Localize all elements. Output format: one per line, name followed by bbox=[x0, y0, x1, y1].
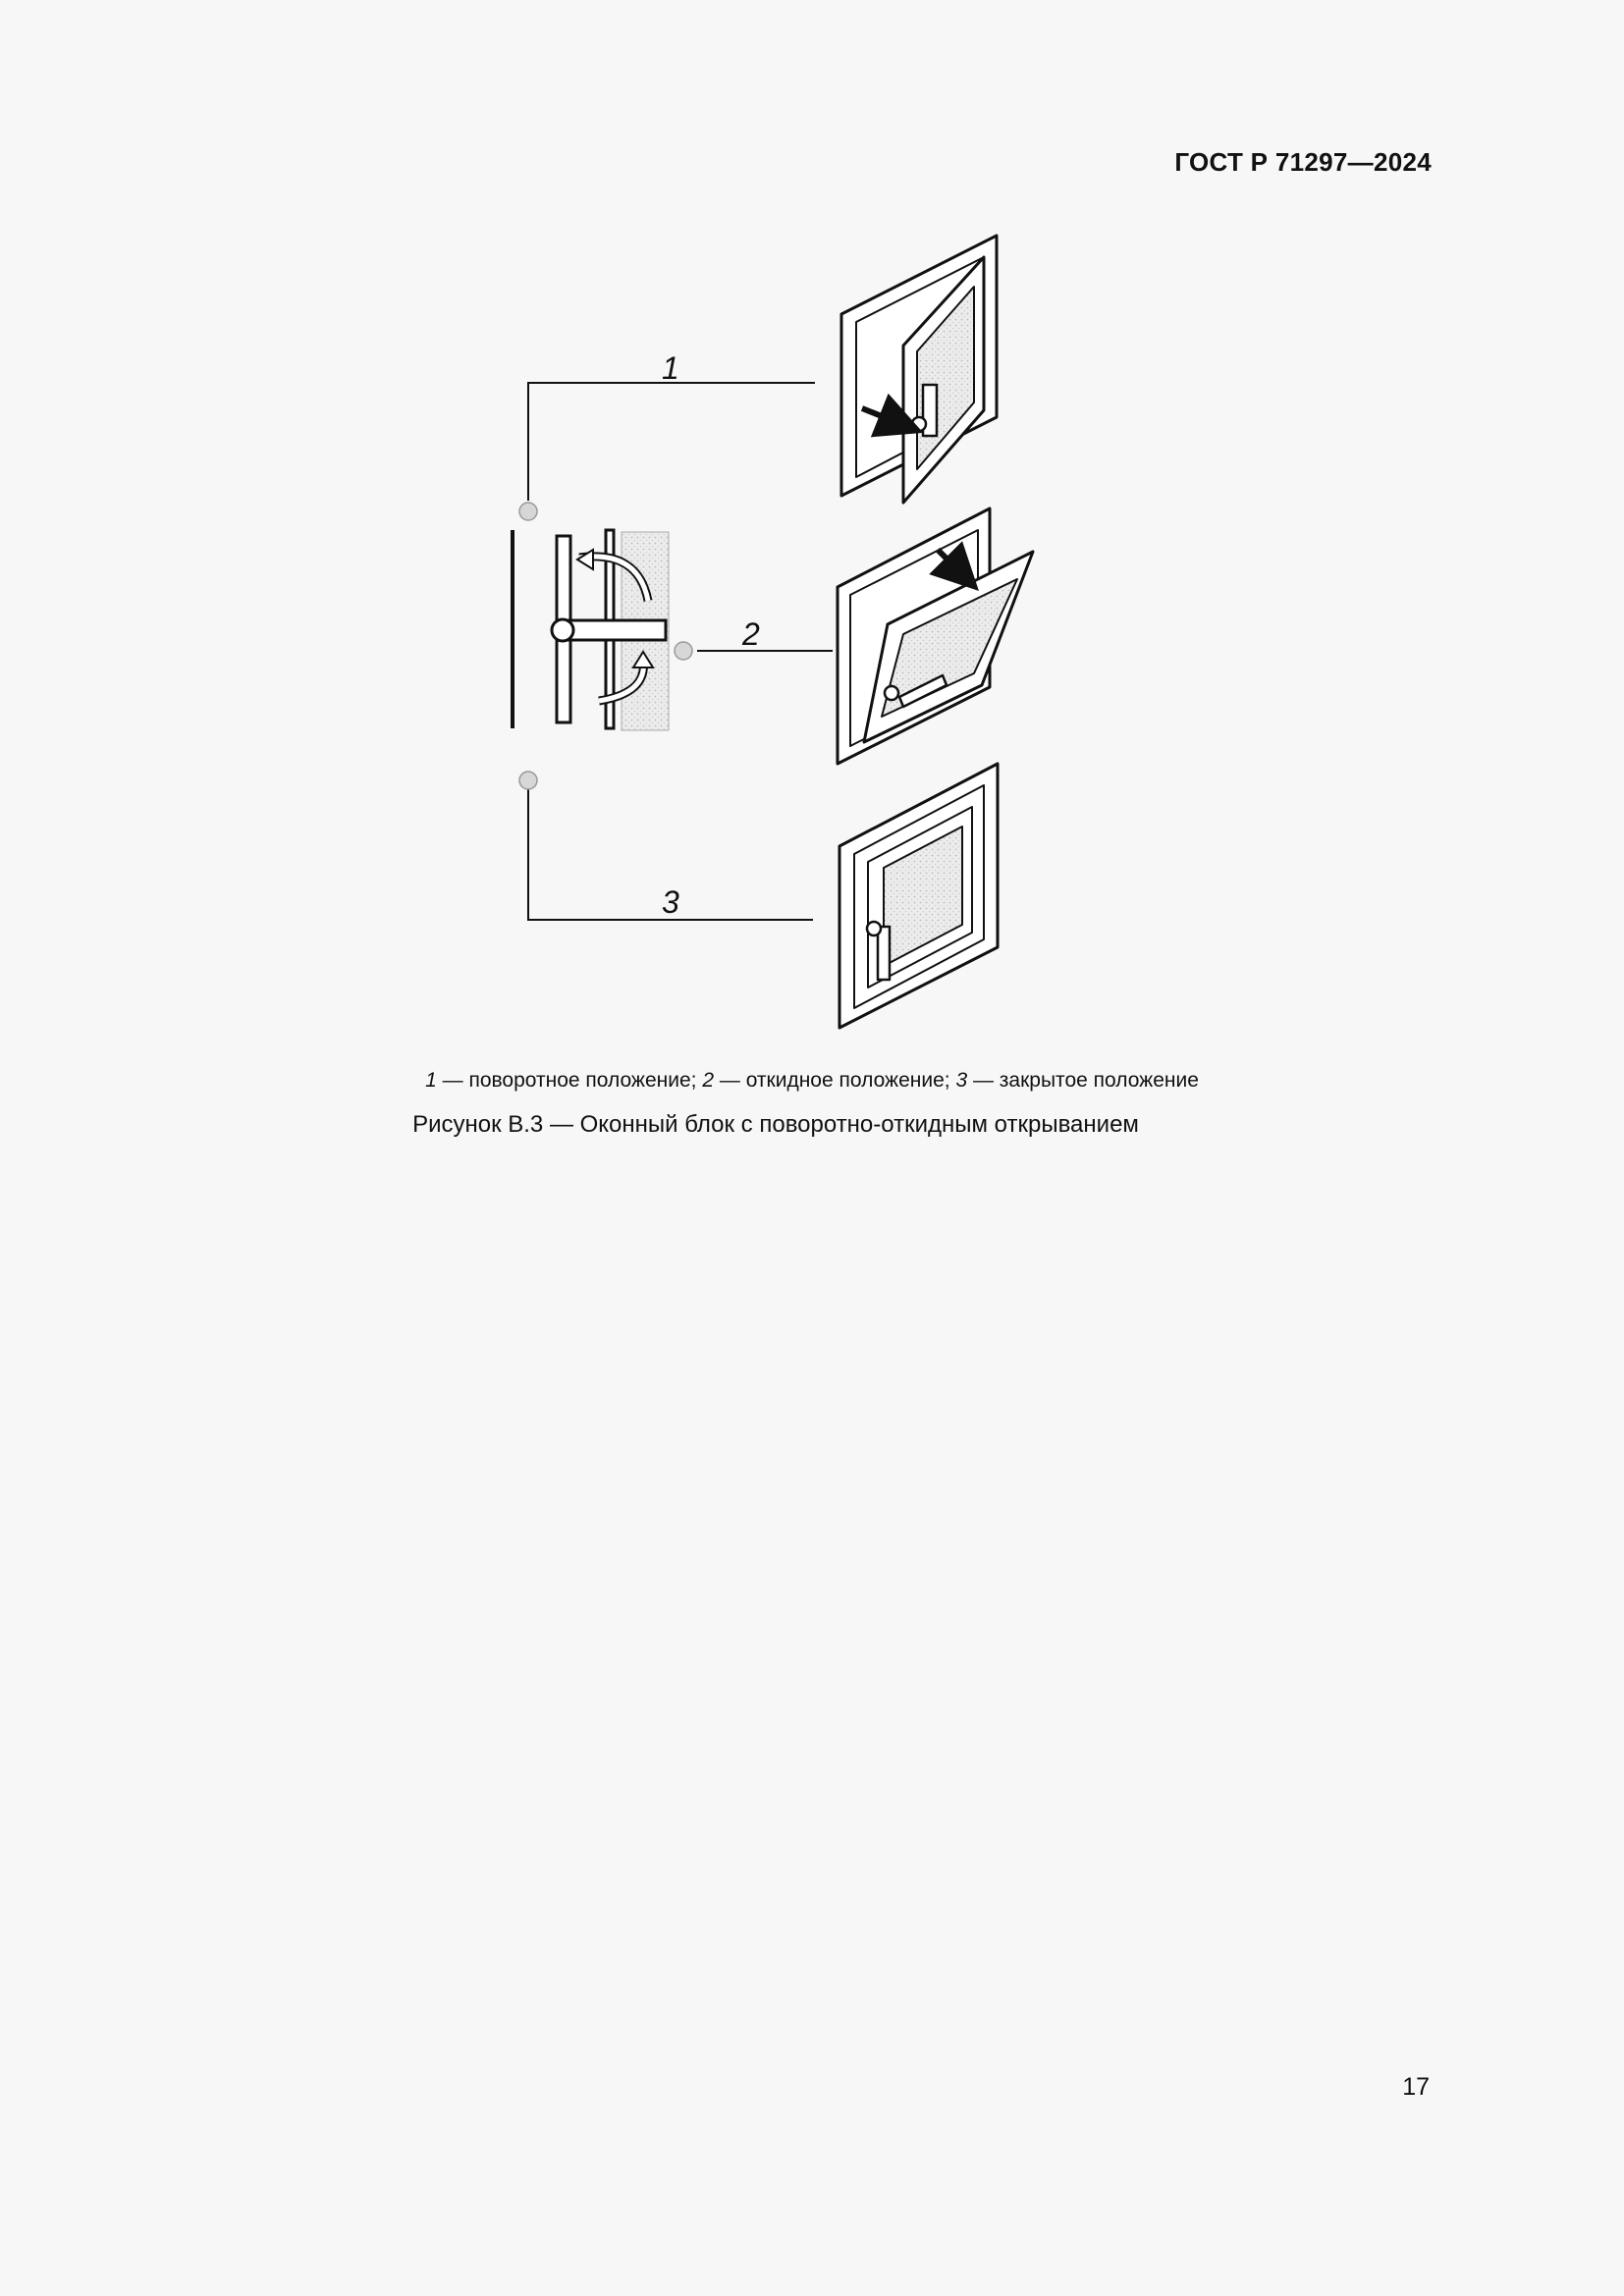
legend-text-1: — поворотное положение; bbox=[436, 1069, 703, 1092]
window-turn-position bbox=[841, 236, 997, 503]
callout-dot-2 bbox=[675, 642, 692, 660]
callout-number-3: 3 bbox=[662, 884, 679, 920]
callout-number-2: 2 bbox=[742, 616, 760, 652]
legend-text-2: — откидное положение; bbox=[714, 1069, 956, 1092]
legend-text-3: — закрытое положение bbox=[967, 1069, 1199, 1092]
callout-number-1: 1 bbox=[662, 350, 679, 386]
window-tilt-position bbox=[838, 508, 1033, 764]
handle-positions-diagram bbox=[513, 530, 669, 730]
figure-legend bbox=[0, 1069, 1624, 1093]
legend-number-1: 1 bbox=[425, 1069, 437, 1092]
legend-number-2: 2 bbox=[702, 1069, 715, 1092]
callout-dot-3 bbox=[519, 772, 537, 789]
window-closed-position bbox=[839, 764, 998, 1028]
callout-dot-1 bbox=[519, 503, 537, 520]
page-number: 17 bbox=[1402, 2073, 1430, 2101]
legend-number-3: 3 bbox=[955, 1069, 968, 1092]
document-standard-id: ГОСТ Р 71297—2024 bbox=[1174, 147, 1432, 177]
figure-window-opening-modes bbox=[491, 226, 1080, 1050]
figure-caption: Рисунок В.3 — Оконный блок с поворотно-откидным открыванием bbox=[412, 1111, 1139, 1138]
